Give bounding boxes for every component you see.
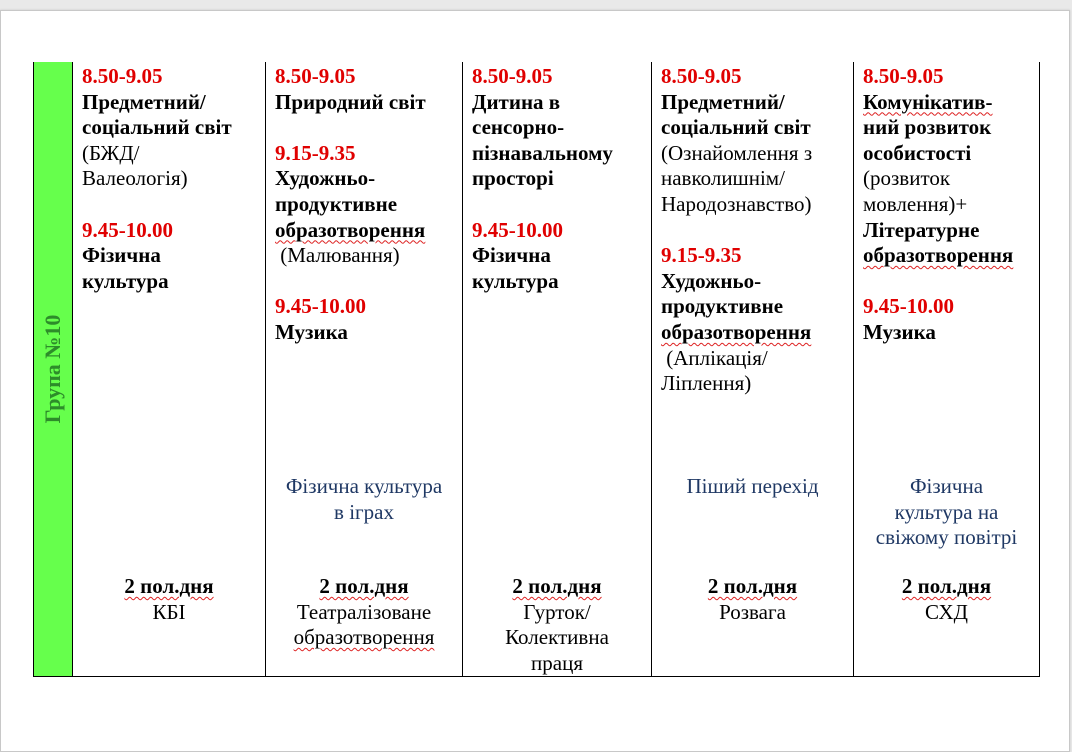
lesson-subject: Музика xyxy=(275,319,348,344)
day-cell-3 xyxy=(463,62,652,677)
second-half-activity: образотворення xyxy=(293,625,435,650)
afternoon-activity-line: Фізична xyxy=(909,474,984,498)
second-half-activity: Розвага xyxy=(719,599,786,624)
lesson-note: (БЖД/ xyxy=(82,140,140,165)
second-half-activity: СХД xyxy=(925,599,968,624)
lesson-subject: продуктивне xyxy=(275,191,398,216)
lesson-time: 8.50-9.05 xyxy=(82,64,163,88)
lesson-subject: образотворення xyxy=(661,319,812,344)
second-half-activity: праця xyxy=(531,650,583,675)
second-half-label: 2 пол.дня xyxy=(512,574,602,598)
lesson-subject: Фізична xyxy=(472,243,551,268)
lesson-subject: соціальний світ xyxy=(82,115,232,140)
lesson-subject: особистості xyxy=(863,140,972,165)
lesson-time: 9.45-10.00 xyxy=(275,294,366,319)
lesson-time: 8.50-9.05 xyxy=(863,64,944,88)
lesson-time: 9.15-9.35 xyxy=(661,243,742,268)
lesson-subject: Художньо- xyxy=(275,166,376,191)
lesson-time: 8.50-9.05 xyxy=(275,64,356,88)
second-half-label: 2 пол.дня xyxy=(124,574,214,598)
afternoon-activity-line: в іграх xyxy=(334,499,394,524)
lesson-note: Народознавство) xyxy=(661,191,812,216)
lesson-note: (Аплікація/ xyxy=(661,345,768,370)
lesson-subject: ний розвиток xyxy=(863,115,992,140)
lesson-subject: Музика xyxy=(863,319,936,344)
afternoon-activity-line: культура на xyxy=(894,499,999,524)
afternoon-activity xyxy=(266,474,462,525)
second-half-label: 2 пол.дня xyxy=(707,574,798,598)
afternoon-activity xyxy=(854,474,1039,551)
lesson-subject: пізнавальному xyxy=(472,140,613,165)
lesson-subject: сенсорно- xyxy=(472,115,565,140)
second-half-activity: Колективна xyxy=(505,625,609,650)
lesson-subject: Фізична xyxy=(82,243,161,268)
lesson-subject: образотворення xyxy=(275,217,426,242)
second-half-block xyxy=(266,574,462,651)
lesson-subject: Дитина в xyxy=(472,89,561,114)
day-cell-5 xyxy=(854,62,1040,677)
lesson-subject: соціальний світ xyxy=(661,115,811,140)
second-half-label: 2 пол.дня xyxy=(319,574,409,598)
second-half-block xyxy=(463,574,651,676)
second-half-block xyxy=(73,574,265,625)
lesson-time: 9.45-10.00 xyxy=(82,217,173,242)
table-row xyxy=(34,62,1040,677)
lesson-time: 9.45-10.00 xyxy=(472,217,563,242)
afternoon-activity-line: Піший перехід xyxy=(686,474,819,498)
second-half-activity: Гурток/ xyxy=(523,599,591,624)
group-cell xyxy=(34,62,73,677)
afternoon-activity-line: Фізична культура xyxy=(285,474,443,498)
lesson-subject: Комунікатив- xyxy=(863,89,993,114)
lesson-subject: образотворення xyxy=(863,243,1014,268)
second-half-label: 2 пол.дня xyxy=(901,574,992,598)
lesson-note: (Ознайомлення з xyxy=(661,140,813,165)
lesson-subject: Предметний/ xyxy=(661,89,785,114)
schedule-table xyxy=(33,62,1040,677)
second-half-block xyxy=(854,574,1039,625)
day-cell-1 xyxy=(73,62,266,677)
lesson-subject: Природний світ xyxy=(275,89,426,114)
lesson-note: мовлення)+ xyxy=(863,191,968,216)
lesson-note: (розвиток xyxy=(863,166,951,191)
second-half-activity: КБІ xyxy=(152,599,186,624)
afternoon-activity xyxy=(652,474,853,500)
lesson-time: 8.50-9.05 xyxy=(661,64,742,88)
second-half-block xyxy=(652,574,853,625)
lesson-time: 9.15-9.35 xyxy=(275,140,356,165)
lesson-subject: Художньо- xyxy=(661,268,762,293)
lesson-note: Валеологія) xyxy=(82,166,188,191)
lesson-subject: продуктивне xyxy=(661,294,784,319)
lesson-time: 8.50-9.05 xyxy=(472,64,553,88)
day-cell-4 xyxy=(652,62,854,677)
group-label: Група №10 xyxy=(40,314,66,424)
lesson-subject: Предметний/ xyxy=(82,89,206,114)
lesson-subject: культура xyxy=(472,268,559,293)
lesson-note: (Малювання) xyxy=(275,243,400,268)
lesson-note: Ліплення) xyxy=(661,371,752,396)
second-half-activity: Театралізоване xyxy=(296,599,432,624)
lesson-note: навколишнім/ xyxy=(661,166,785,191)
afternoon-activity-line: свіжому повітрі xyxy=(875,525,1018,550)
lesson-subject: культура xyxy=(82,268,169,293)
lesson-time: 9.45-10.00 xyxy=(863,294,954,319)
day-cell-2 xyxy=(266,62,463,677)
lesson-subject: Літературне xyxy=(863,217,980,242)
lesson-subject: просторі xyxy=(472,166,554,191)
